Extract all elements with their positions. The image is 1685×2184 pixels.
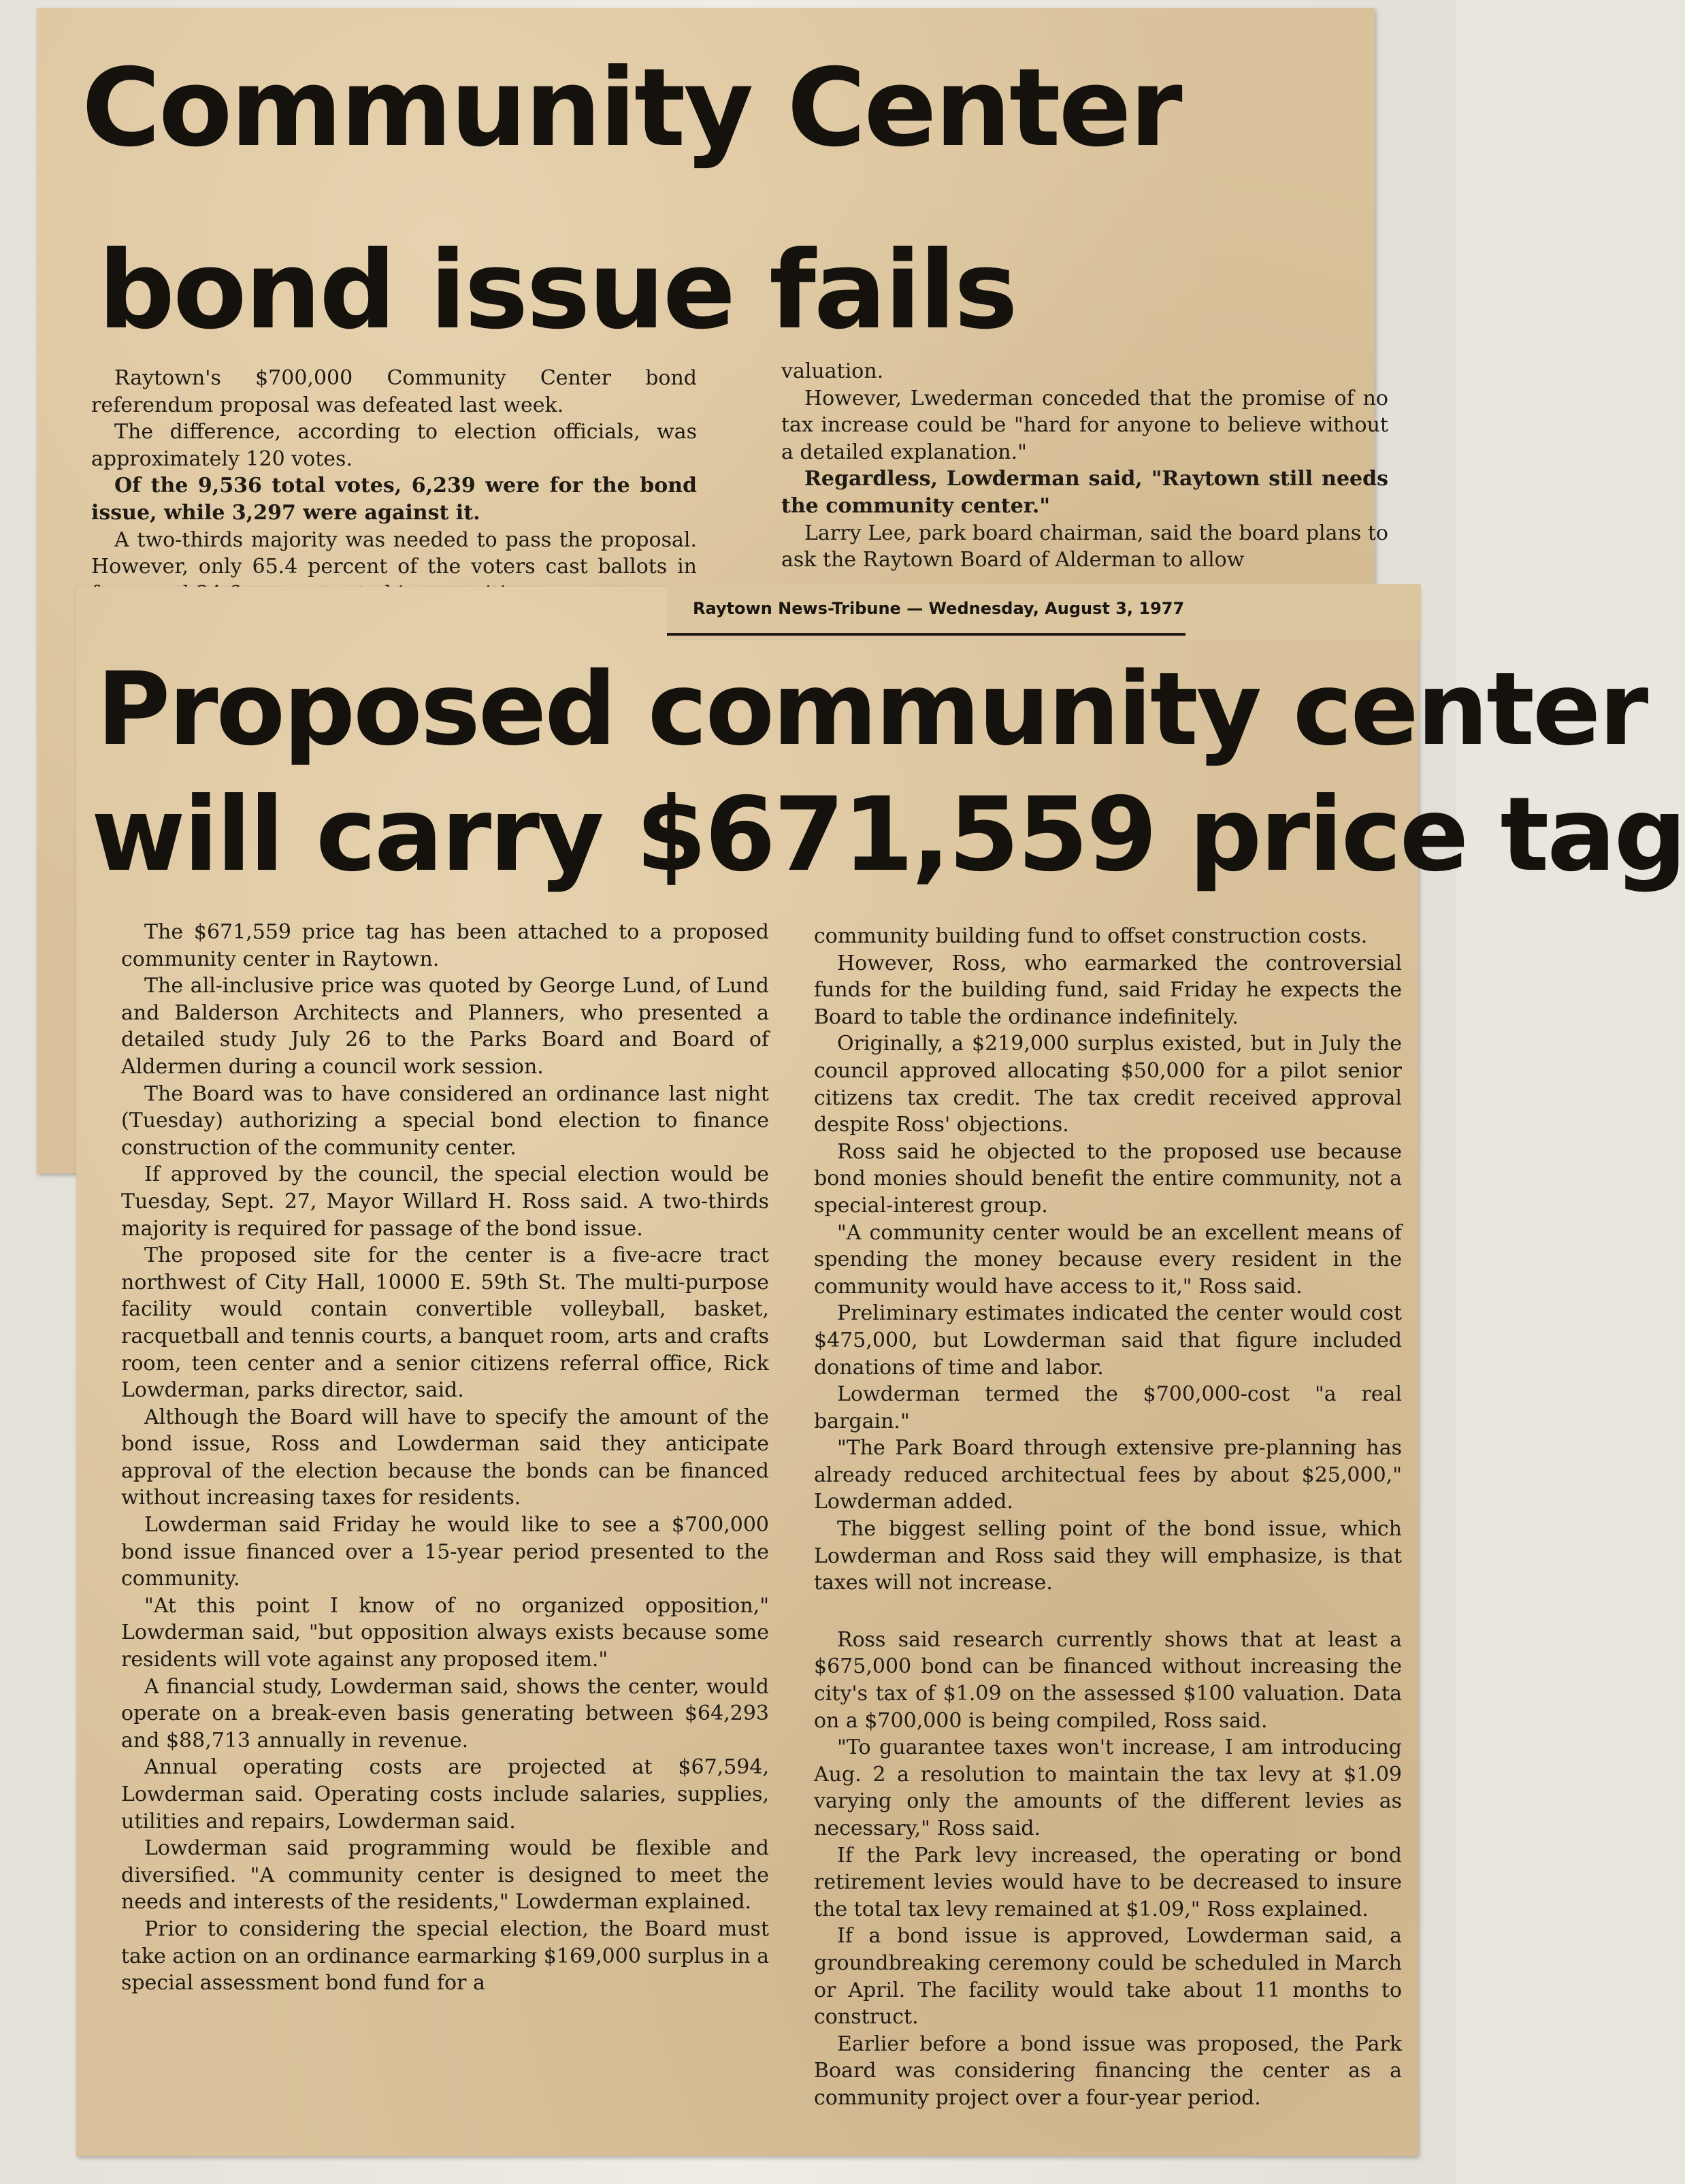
paragraph: The proposed site for the center is a five-acre tract northwest of City Hall, 10000 E. 59th St. The multi-purpose facility would contain convertible volleyball, basket, racquetball and tennis courts, a banquet room, arts and crafts room, teen center and a senior citizens referral office, Rick Lowderman, parks director, said. xyxy=(121,1243,769,1403)
paragraph: "To guarantee taxes won't increase, I am introducing Aug. 2 a resolution to maintain the tax levy at $1.09 varying only the amounts of the different levies as necessary," Ross said. xyxy=(814,1735,1402,1840)
paragraph: Annual operating costs are projected at $67,594, Lowderman said. Operating costs include salaries, supplies, utilities and repairs, Lowderman said. xyxy=(121,1755,769,1833)
dateline-strip xyxy=(667,584,1421,640)
paragraph: Originally, a $219,000 surplus existed, but in July the council approved allocating $50,000 for a pilot senior citizens tax credit. The tax credit received approval despite Ross' objections. xyxy=(814,1032,1402,1137)
dateline: Raytown News-Tribune — Wednesday, August 3, 1977 xyxy=(693,599,1185,618)
dateline-rule xyxy=(667,633,1185,636)
paragraph: Raytown's $700,000 Community Center bond referendum proposal was defeated last week. xyxy=(91,366,697,417)
headline-line-2: bond issue fails xyxy=(98,228,1016,353)
paragraph: Lowderman said Friday he would like to see a $700,000 bond issue financed over a 15-year period presented to the community. xyxy=(121,1513,769,1591)
paragraph: The Board was to have considered an ordinance last night (Tuesday) authorizing a special bond election to finance construction of the community center. xyxy=(121,1081,769,1160)
paragraph: Earlier before a bond issue was proposed, the Park Board was considering financing the center as a community project over a four-year period. xyxy=(814,2032,1402,2110)
paragraph: A two-thirds majority was needed to pass the proposal. However, only 65.4 percent of the voters cast ballots in xyxy=(91,527,697,579)
paragraph: Preliminary estimates indicated the center would cost $475,000, but Lowderman said that figure included donations of time and labor. xyxy=(814,1301,1402,1380)
paragraph: A financial study, Lowderman said, shows the center, would operate on a break-even basis generating between $64,293 and $88,713 annually in revenue. xyxy=(121,1674,769,1753)
paragraph: However, Lwederman conceded that the promise of no tax increase could be "hard for anyone to believe without a detailed explanation." xyxy=(781,386,1388,464)
paragraph: If a bond issue is approved, Lowderman said, a groundbreaking ceremony could be scheduled in March or April. The facility would take about 11 months to construct. xyxy=(814,1924,1402,2030)
paragraph: However, Ross, who earmarked the controversial funds for the building fund, said Friday he expects the Board to table the ordinance indefinitely. xyxy=(814,951,1402,1029)
article-column-2 xyxy=(814,923,1402,2112)
paragraph: "The Park Board through extensive pre-planning has already reduced architectual fees by about $25,000," Lowderman added. xyxy=(814,1436,1402,1514)
paragraph: Regardless, Lowderman said, "Raytown still needs the community center." xyxy=(781,467,1388,518)
paragraph: If the Park levy increased, the operating or bond retirement levies would have to be decreased to insure the total tax levy remained at $1.09," Ross explained. xyxy=(814,1843,1402,1921)
paragraph: Lowderman said programming would be flexible and diversified. "A community center is designed to meet the needs and interests of the residents," Lowderman explained. xyxy=(121,1836,769,1914)
paragraph: Lowderman termed the $700,000-cost "a real bargain." xyxy=(814,1382,1402,1433)
article-column-1 xyxy=(121,919,769,1997)
paragraph: The $671,559 price tag has been attached to a proposed community center in Raytown. xyxy=(121,920,769,971)
paragraph: Of the 9,536 total votes, 6,239 were for the bond issue, while 3,297 were against it. xyxy=(91,474,697,525)
paragraph: Ross said he objected to the proposed use because bond monies should benefit the entire community, not a special-interest group. xyxy=(814,1139,1402,1218)
paragraph: Although the Board will have to specify the amount of the bond issue, Ross and Lowderman said they anticipate approval of the election because the bonds can be financed without increasing taxes for residents. xyxy=(121,1405,769,1510)
paragraph: The biggest selling point of the bond issue, which Lowderman and Ross said they will emphasize, is that taxes will not increase. xyxy=(814,1517,1402,1595)
paragraph: The all-inclusive price was quoted by George Lund, of Lund and Balderson Architects and Planners, who presented a detailed study July 26 to the Parks Board and Board of Aldermen during a council work session. xyxy=(121,974,769,1079)
paragraph: Larry Lee, park board chairman, said the board plans to ask the Raytown Board of Alderman to allow xyxy=(781,521,1388,572)
paragraph: Ross said research currently shows that at least a $675,000 bond can be financed without increasing the city's tax of $1.09 on the assessed $100 valuation. Data on a $700,000 is being compiled, Ross said. xyxy=(814,1627,1402,1733)
paragraph: "At this point I know of no organized opposition," Lowderman said, "but opposition always exists because some residents will vote against any proposed item." xyxy=(121,1593,769,1672)
paragraph: The difference, according to election officials, was approximately 120 votes. xyxy=(91,420,697,471)
headline-line-1: Community Center xyxy=(82,46,1181,171)
article-column-2 xyxy=(781,358,1388,574)
paragraph: valuation. xyxy=(781,359,884,383)
clipping-proposed-community-center xyxy=(76,587,1685,2156)
paragraph: community building fund to offset construction costs. xyxy=(814,924,1368,948)
paragraph: "A community center would be an excellent means of spending the money because every resident in the community would have access to it," Ross said. xyxy=(814,1220,1402,1299)
paragraph: Prior to considering the special election, the Board must take action on an ordinance earmarking $169,000 surplus in a special assessment bond fund for a xyxy=(121,1917,769,1995)
headline-line-2: will carry $671,559 price tag xyxy=(91,776,1685,894)
headline-line-1: Proposed community center xyxy=(97,651,1647,768)
paragraph: If approved by the council, the special election would be Tuesday, Sept. 27, Mayor Willard H. Ross said. A two-thirds majority is required for passage of the bond issue. xyxy=(121,1162,769,1241)
